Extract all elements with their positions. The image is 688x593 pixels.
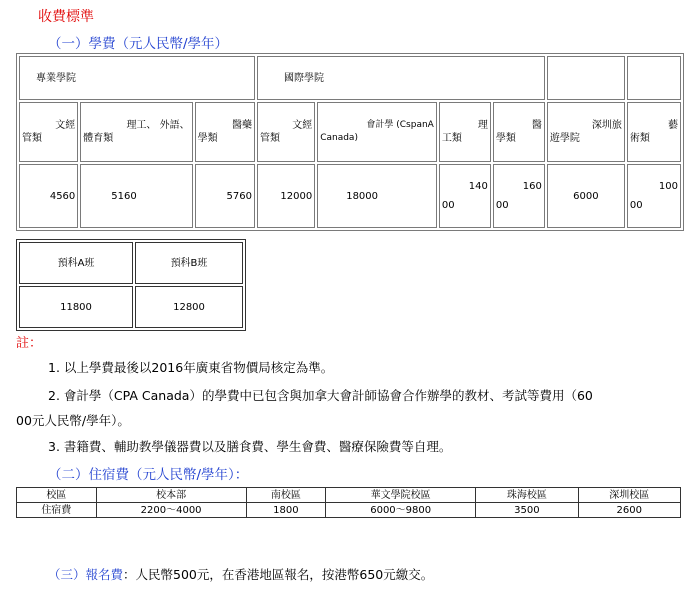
note-2-continued: 00元人民幣/學年）。 xyxy=(16,413,130,428)
prep-class-table xyxy=(16,239,246,331)
fee-cell: 5760 xyxy=(195,164,255,228)
col-header: 深圳旅 遊學院 xyxy=(547,102,625,162)
header-international-college: 國際學院 xyxy=(257,56,545,100)
note-1: 1. 以上學費最後以2016年廣東省物價局核定為準。 xyxy=(48,360,334,375)
fee-cell: 140 00 xyxy=(439,164,491,228)
accommodation-label: 住宿費 xyxy=(17,503,97,518)
col-header: 理工、 外語、 體育類 xyxy=(80,102,192,162)
prep-header: 預科B班 xyxy=(135,242,243,284)
header-professional-college: 專業學院 xyxy=(19,56,255,100)
col-header: 會計學 (CspanA Canada) xyxy=(317,102,437,162)
col-header: 藝 術類 xyxy=(627,102,681,162)
fee-cell: 100 00 xyxy=(627,164,681,228)
col-header: 文經 管類 xyxy=(257,102,315,162)
col-header: 理 工類 xyxy=(439,102,491,162)
fee-cell: 5160 xyxy=(80,164,192,228)
campus-header: 南校區 xyxy=(246,488,326,503)
fee-cell: 12000 xyxy=(257,164,315,228)
col-header: 文經 管類 xyxy=(19,102,78,162)
fee-cell: 6000 xyxy=(547,164,625,228)
fee-cell: 160 00 xyxy=(493,164,545,228)
col-header: 醫 學類 xyxy=(493,102,545,162)
tuition-table xyxy=(16,53,684,231)
accommodation-fee: 6000～9800 xyxy=(326,503,476,518)
campus-header: 校區 xyxy=(17,488,97,503)
header-empty-cell xyxy=(547,56,625,100)
note-3: 3. 書籍費、輔助教學儀器費以及膳食費、學生會費、醫療保險費等自理。 xyxy=(48,439,452,454)
accommodation-table xyxy=(16,487,681,518)
prep-fee: 11800 xyxy=(19,286,133,328)
accommodation-fee: 2600 xyxy=(578,503,680,518)
page-title: 收費標準 xyxy=(38,9,94,25)
accommodation-heading: （二）住宿費（元人民幣/學年）： xyxy=(48,467,249,483)
notes-label: 註： xyxy=(16,336,43,351)
accommodation-fee: 2200～4000 xyxy=(96,503,246,518)
tuition-heading: （一）學費（元人民幣/學年） xyxy=(48,36,229,52)
campus-header: 校本部 xyxy=(96,488,246,503)
prep-header: 預科A班 xyxy=(19,242,133,284)
accommodation-fee: 1800 xyxy=(246,503,326,518)
campus-header: 珠海校區 xyxy=(476,488,578,503)
campus-header: 深圳校區 xyxy=(578,488,680,503)
fee-cell: 18000 xyxy=(317,164,437,228)
col-header: 醫藥 學類 xyxy=(195,102,255,162)
application-fee xyxy=(48,565,433,585)
accommodation-fee: 3500 xyxy=(476,503,578,518)
campus-header: 華文學院校區 xyxy=(326,488,476,503)
fee-cell: 4560 xyxy=(19,164,78,228)
prep-fee: 12800 xyxy=(135,286,243,328)
application-fee-text: ：人民幣500元，在香港地區報名，按港幣650元繳交。 xyxy=(123,567,434,582)
note-2: 2. 會計學（CPA Canada）的學費中已包含與加拿大會計師協會合作辦學的教材、考試等費用（60 xyxy=(48,388,593,403)
application-fee-label: （三）報名費 xyxy=(48,567,124,582)
header-empty-cell xyxy=(627,56,681,100)
